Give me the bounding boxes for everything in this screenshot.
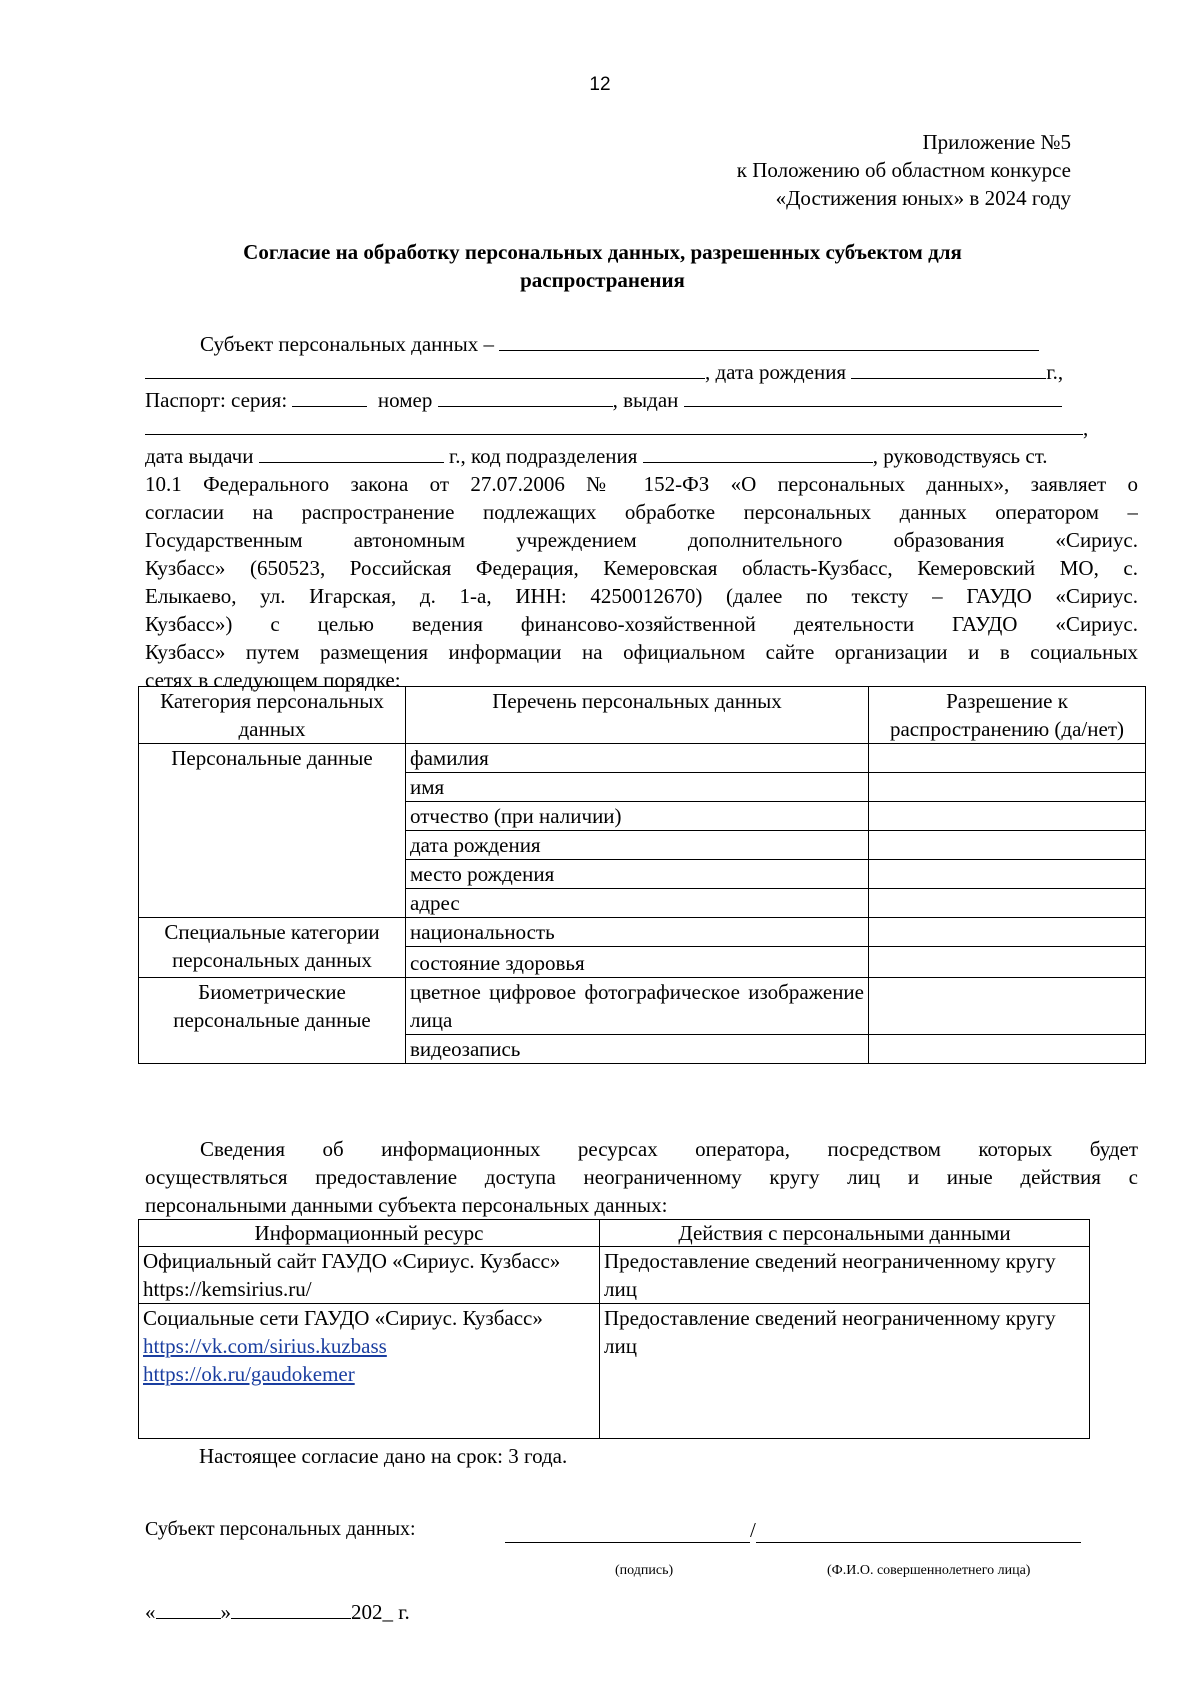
table-row (139, 978, 1146, 1035)
action-cell: Предоставление сведений неограниченному кругу лиц (600, 1247, 1090, 1304)
item-cell: видеозапись (406, 1035, 869, 1064)
permission-cell[interactable] (869, 802, 1146, 831)
paragraph-line: Елыкаево, ул. Игарская, д. 1-а, ИНН: 4250012670) (далее по тексту – ГАУДО «Сириус. (145, 584, 1138, 608)
subject-name-field-cont[interactable] (145, 358, 705, 379)
permission-cell[interactable] (869, 978, 1146, 1035)
subject-label: Субъект персональных данных – (200, 332, 495, 356)
year-code-label: г., код подразделения (448, 444, 638, 468)
paragraph-line: Кузбасс») с целью ведения финансово-хозяйственной деятельности ГАУДО «Сириус. (145, 612, 1138, 636)
title-line-1: Согласие на обработку персональных данных, разрешенных субъектом для (243, 240, 962, 264)
day-field[interactable] (156, 1598, 221, 1619)
item-cell: фамилия (406, 744, 869, 773)
birth-date-field[interactable] (851, 358, 1046, 379)
permission-cell[interactable] (869, 773, 1146, 802)
personal-data-table (138, 686, 1146, 1064)
category-cell: Персональные данные (139, 744, 406, 918)
category-cell: Специальные категории персональных данных (139, 918, 406, 978)
signature-field[interactable] (505, 1518, 750, 1543)
issued-by-field-cont[interactable] (145, 414, 1083, 435)
table-row (139, 1247, 1090, 1304)
appendix-header (737, 128, 1071, 212)
permission-cell[interactable] (869, 947, 1146, 978)
issued-label: , выдан (612, 388, 679, 412)
date-close-quote: » (220, 1600, 231, 1624)
item-cell: дата рождения (406, 831, 869, 860)
table-row (139, 744, 1146, 773)
appendix-line-1: Приложение №5 (922, 130, 1071, 154)
header-resource: Информационный ресурс (139, 1220, 600, 1247)
number-label: номер (377, 388, 433, 412)
issue-date-label: дата выдачи (145, 444, 254, 468)
full-name-field[interactable] (756, 1518, 1081, 1543)
title-line-2: распространения (520, 268, 685, 292)
action-cell: Предоставление сведений неограниченному кругу лиц (600, 1304, 1090, 1439)
ok-link[interactable]: https://ok.ru/gaudokemer (143, 1362, 355, 1386)
appendix-line-2: к Положению об областном конкурсе (736, 158, 1071, 182)
paragraph-line: сетях в следующем порядке: (145, 668, 401, 692)
item-cell: отчество (при наличии) (406, 802, 869, 831)
subject-name-field[interactable] (499, 330, 1039, 351)
paragraph-line: Кузбасс» (650523, Российская Федерация, Кемеровская область-Кузбасс, Кемеровский МО, с. (145, 556, 1138, 580)
resources-table (138, 1219, 1090, 1439)
passport-series-field[interactable] (292, 386, 367, 407)
month-field[interactable] (231, 1598, 351, 1619)
guided-label: , руководствуясь ст. (872, 444, 1048, 468)
permission-cell[interactable] (869, 744, 1146, 773)
permission-cell[interactable] (869, 889, 1146, 918)
comma: , (1083, 416, 1089, 440)
table-header-row (139, 1220, 1090, 1247)
resource-text: Социальные сети ГАУДО «Сириус. Кузбасс» (143, 1306, 543, 1330)
item-cell: место рождения (406, 860, 869, 889)
passport-number-field[interactable] (438, 386, 613, 407)
item-cell: имя (406, 773, 869, 802)
table-header-row (139, 687, 1146, 744)
date-open-quote: « (145, 1600, 156, 1624)
date-line (145, 1598, 410, 1625)
table-row (139, 1304, 1090, 1439)
signature-separator: / (750, 1518, 756, 1542)
document-title (140, 238, 1065, 294)
full-name-caption: (Ф.И.О. совершеннолетнего лица) (827, 1563, 1031, 1578)
paragraph-line: Государственным автономным учреждением дополнительного образования «Сириус. (145, 528, 1138, 552)
resources-intro-line: осуществляться предоставление доступа неограниченному кругу лиц и иные действия с (145, 1165, 1138, 1189)
resource-cell: Официальный сайт ГАУДО «Сириус. Кузбасс» https://kemsirius.ru/ (139, 1247, 600, 1304)
resources-intro (145, 1135, 1138, 1219)
issued-by-field[interactable] (684, 386, 1062, 407)
passport-label: Паспорт: серия: (145, 388, 288, 412)
consent-term: Настоящее согласие дано на срок: 3 года. (199, 1444, 568, 1468)
paragraph-line: 10.1 Федерального закона от 27.07.2006 № 152-ФЗ «О персональных данных», заявляет о (145, 472, 1138, 496)
item-cell: адрес (406, 889, 869, 918)
header-permission: Разрешение к распространению (да/нет) (869, 687, 1146, 744)
signature-caption: (подпись) (615, 1563, 674, 1578)
signature-label: Субъект персональных данных: (145, 1518, 416, 1540)
year-suffix: г., (1046, 360, 1064, 384)
permission-cell[interactable] (869, 831, 1146, 860)
item-cell: национальность (406, 918, 869, 947)
item-cell: состояние здоровья (406, 947, 869, 978)
signature-line (505, 1518, 1081, 1543)
vk-link[interactable]: https://vk.com/sirius.kuzbass (143, 1334, 387, 1358)
permission-cell[interactable] (869, 1035, 1146, 1064)
permission-cell[interactable] (869, 918, 1146, 947)
appendix-line-3: «Достижения юных» в 2024 году (775, 186, 1071, 210)
page-number: 12 (589, 74, 611, 95)
item-cell: цветное цифровое фотографическое изображение лица (406, 978, 869, 1035)
resources-intro-line: персональными данными субъекта персональных данных: (145, 1193, 668, 1217)
category-cell: Биометрические персональные данные (139, 978, 406, 1064)
permission-cell[interactable] (869, 860, 1146, 889)
birth-label: , дата рождения (705, 360, 847, 384)
table-row (139, 918, 1146, 947)
paragraph-line: Кузбасс» путем размещения информации на официальном сайте организации и в социальных (145, 640, 1138, 664)
division-code-field[interactable] (643, 442, 873, 463)
header-actions: Действия с персональными данными (600, 1220, 1090, 1247)
resource-cell (139, 1304, 600, 1439)
header-category: Категория персональных данных (139, 687, 406, 744)
paragraph-line: согласии на распространение подлежащих обработке персональных данных оператором – (145, 500, 1138, 524)
date-year: 202_ г. (351, 1600, 410, 1624)
header-list: Перечень персональных данных (406, 687, 869, 744)
resources-intro-line: Сведения об информационных ресурсах оператора, посредством которых будет (200, 1137, 1138, 1161)
consent-form-fields (145, 330, 1138, 694)
issue-date-field[interactable] (259, 442, 444, 463)
